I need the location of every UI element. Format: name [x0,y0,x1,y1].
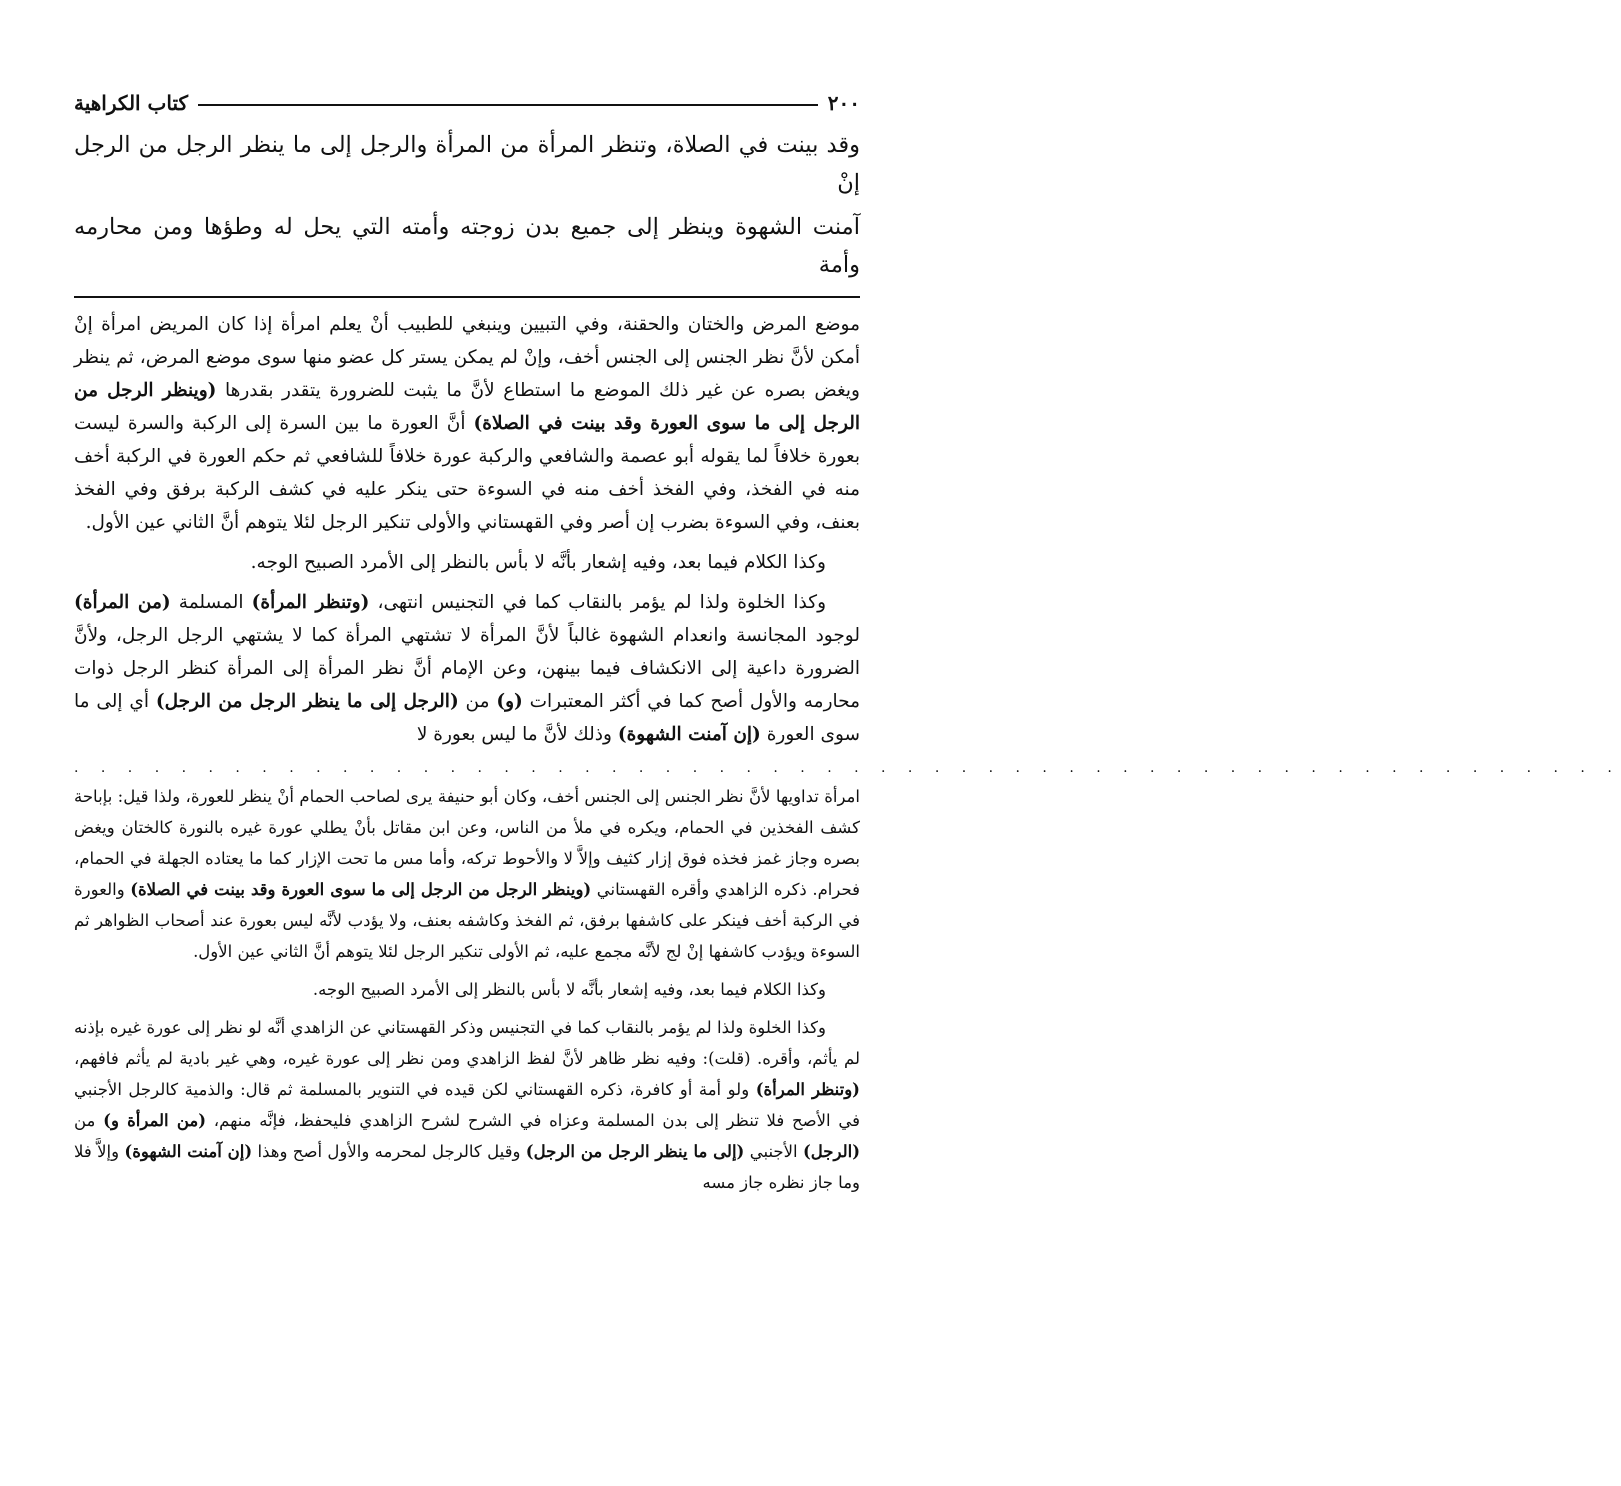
text-span: وقيل كالرجل لمحرمه والأول أصح وهذا [252,1142,526,1161]
page-number: ٢٠٠ [827,91,860,115]
quoted-matn: (الرجل إلى ما ينظر الرجل من الرجل) [155,691,459,712]
hashiya-paragraph [74,781,860,967]
text-span: المسلمة [170,592,252,613]
text-span: من [74,1111,104,1130]
matn-line: وقد بينت في الصلاة، وتنظر المرأة من المرأة والرجل إلى ما ينظر الرجل من الرجل إنْ [74,132,860,196]
text-span: من [458,691,497,712]
text-span: وكذا الخلوة ولذا لم يؤمر بالنقاب كما في التجنيس وذكر القهستاني عن الزاهدي أنَّه لو نظر إلى عورة غيره بإذنه لم يأثم، وأقره. (قلت): وفيه نظر ظاهر لأنَّ لفظ الزاهدي ومن نظر إلى عورة غيره، وهي غير بادية لم يأثم فافهم، [74,1018,860,1068]
quoted-matn: (وتنظر المرأة) [755,1080,860,1099]
quoted-matn: (وينظر الرجل من الرجل إلى ما سوى العورة وقد بينت في الصلاة) [130,880,592,899]
section-divider [74,296,860,298]
text-span: وذلك لأنَّ ما ليس بعورة لا [416,724,618,745]
quoted-matn: (إن آمنت الشهوة) [124,1142,253,1161]
text-span: وإلاَّ فلا وما جاز نظره جاز مسه [74,1142,860,1192]
quoted-matn: (إلى ما ينظر الرجل من الرجل) [525,1142,745,1161]
sharh-section [74,308,860,751]
quoted-matn: (وينظر الرجل من الرجل إلى ما سوى العورة وقد بينت في الصلاة) [74,380,860,434]
text-span: لوجود المجانسة وانعدام الشهوة غالباً لأنَّ المرأة لا تشتهي المرأة كما لا يشتهي الرجل الرجل، ولأنَّ الضرورة داعية إلى الانكشاف فيما بينهن، وعن الإمام أنَّ نظر المرأة إلى المرأة كنظر الرجل ذوات محارمه والأول أصح كما في أكثر المعتبرات [74,625,860,712]
hashiya-paragraph [74,1012,860,1198]
quoted-matn: (الرجل) [802,1142,861,1161]
text-span: وكذا الخلوة ولذا لم يؤمر بالنقاب كما في التجنيس انتهى، [369,592,827,613]
dotted-divider: . . . . . . . . . . . . . . . . . . . . . . . . . . . . . . . . . . . . . . . . . . . . . . . . . . . . . . . . . . [74,760,1621,776]
text-span: الأجنبي [744,1142,803,1161]
text-span: موضع المرض والختان والحقنة، وفي التبيين وينبغي للطبيب أنْ يعلم امرأة إذا كان المريض امرأة إنْ أمكن لأنَّ نظر الجنس إلى الجنس أخف، وإنْ لم يمكن يستر كل عضو منها سوى موضع المرض، ثم ينظر ويغض بصره عن غير ذلك الموضع ما استطاع لأنَّ ما يثبت للضرورة يتقدر بقدرها [74,314,860,401]
quoted-matn: (إن آمنت الشهوة) [617,724,761,745]
page-header [74,86,860,120]
quoted-matn: (وتنظر المرأة) [251,592,370,613]
text-span: أي إلى ما سوى العورة [74,691,860,745]
matn-line: آمنت الشهوة وينظر إلى جميع بدن زوجته وأمته التي يحل له وطؤها ومن محارمه وأمة [74,214,860,278]
text-span: أنَّ العورة ما بين السرة إلى الركبة والسرة ليست بعورة خلافاً لما يقوله أبو عصمة والشافعي والركبة عورة خلافاً للشافعي ثم حكم العورة في الركبة أخف منه في الفخذ، وفي الفخذ أخف منه في السوءة حتى ينكر عليه في كشف الركبة برفق وفي الفخذ بعنف، وفي السوءة بضرب إن أصر وفي القهستاني والأولى تنكير الرجل لئلا يتوهم أنَّ الثاني عين الأول. [74,413,860,533]
book-title: كتاب الكراهية [74,91,189,115]
matn-section [74,126,860,284]
text-span: امرأة تداويها لأنَّ نظر الجنس إلى الجنس أخف، وكان أبو حنيفة يرى لصاحب الحمام أنْ ينظر للعورة، ولذا قيل: بإباحة كشف الفخذين في الحمام، ويكره في ملأ من الناس، وعن ابن مقاتل بأنْ يطلي عورة غيره بالنورة كالختان ويغض بصره وجاز غمز فخذه فوق إزار كثيف وإلاَّ لا والأحوط تركه، وأما مس ما تحت الإزار كما ما يعتاده الجهلة في الحمام، فحرام. ذكره الزاهدي وأقره القهستاني [74,787,861,899]
quoted-matn: (من المرأة) [74,592,171,613]
hashiya-paragraph: وكذا الكلام فيما بعد، وفيه إشعار بأنَّه لا بأس بالنظر إلى الأمرد الصبيح الوجه. [312,980,826,999]
hashiya-section [74,781,860,1198]
quoted-matn: (و) [496,691,523,712]
text-span: والعورة في الركبة أخف فينكر على كاشفها برفق، ثم الفخذ وكاشفه بعنف، ولا يؤدب لأنَّه ليس بعورة عند أصحاب الظواهر ثم السوءة ويؤدب كاشفها إنْ لج لأنَّه مجمع عليه، ثم الأولى تنكير الرجل لئلا يتوهم أنَّ الثاني عين الأول. [74,880,860,961]
sharh-paragraph [74,586,860,751]
quoted-matn: (من المرأة و) [103,1111,207,1130]
sharh-paragraph: وكذا الكلام فيما بعد، وفيه إشعار بأنَّه لا بأس بالنظر إلى الأمرد الصبيح الوجه. [250,552,826,573]
text-span: ولو أمة أو كافرة، ذكره القهستاني لكن قيده في التنوير بالمسلمة ثم قال: والذمية كالرجل الأجنبي في الأصح فلا تنظر إلى بدن المسلمة وعزاه في الشرح لشرح الزاهدي فليحفظ، فإنَّه منهم، [74,1080,861,1130]
header-rule [198,104,818,106]
sharh-paragraph [74,308,860,539]
